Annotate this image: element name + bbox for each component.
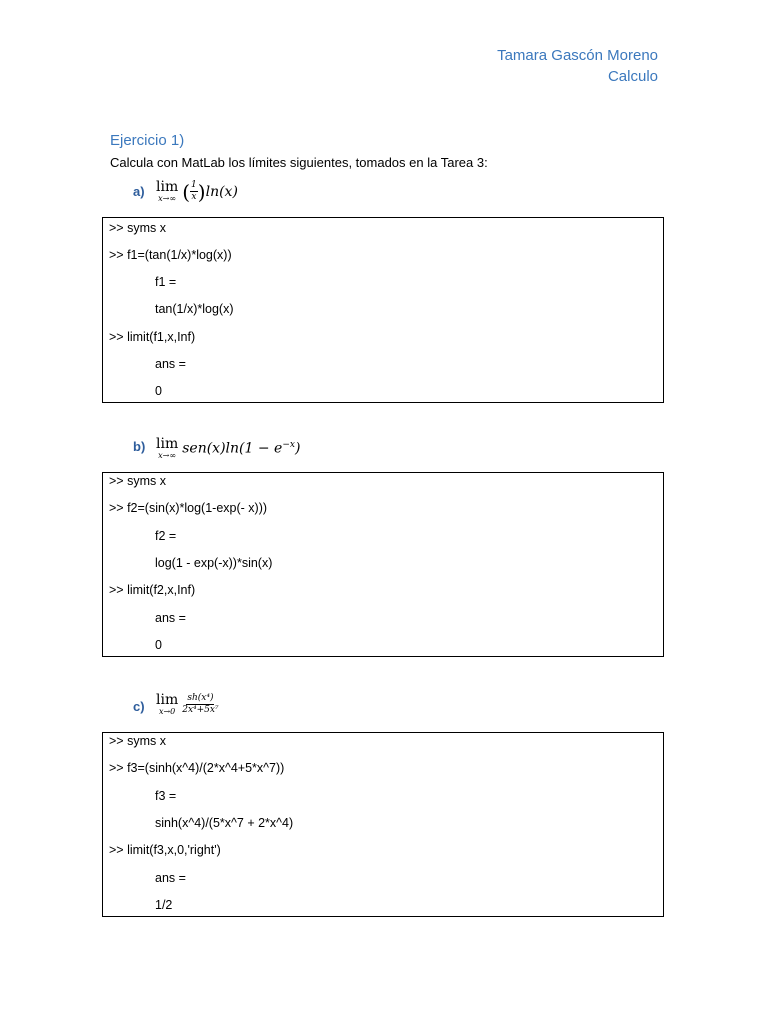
code-line: ans = [155, 871, 186, 885]
lim-word: lim [156, 179, 179, 195]
author-name: Tamara Gascón Moreno [497, 47, 658, 64]
matlab-code-box-a [102, 217, 664, 403]
exercise-title: Ejercicio 1) [110, 132, 185, 149]
code-line: >> limit(f3,x,0,'right') [109, 843, 221, 857]
code-line: f1 = [155, 275, 177, 289]
fraction-denominator: x [191, 192, 197, 202]
code-line: ans = [155, 357, 186, 371]
code-line: log(1 - exp(-x))*sin(x) [155, 556, 273, 570]
code-line: 0 [155, 638, 162, 652]
limit-operator [156, 180, 178, 203]
lim-subscript: x→0 [158, 707, 176, 716]
code-line: >> f1=(tan(1/x)*log(x)) [109, 248, 232, 262]
code-line: >> syms x [109, 221, 166, 235]
lim-subscript: x→∞ [158, 194, 177, 203]
code-line: ans = [155, 611, 186, 625]
matlab-code-box-c [102, 732, 664, 917]
formula-rest: ln(x) [205, 183, 238, 200]
formula-body: sen(x)ln(1 − e [182, 440, 283, 457]
code-line: >> limit(f1,x,Inf) [109, 330, 196, 344]
code-line: >> limit(f2,x,Inf) [109, 583, 196, 597]
code-line: f3 = [155, 789, 177, 803]
exercise-intro: Calcula con MatLab los límites siguientes, tomados en la Tarea 3: [110, 155, 488, 170]
code-line: tan(1/x)*log(x) [155, 302, 234, 316]
code-line: >> f3=(sinh(x^4)/(2*x^4+5*x^7)) [109, 761, 285, 775]
formula-a [156, 180, 238, 203]
item-label-b: b) [133, 439, 146, 454]
formula-expression [182, 440, 300, 457]
lim-word: lim [156, 692, 179, 708]
code-line: f2 = [155, 529, 177, 543]
code-line: 1/2 [155, 898, 173, 912]
code-line: >> syms x [109, 474, 166, 488]
lim-subscript: x→∞ [158, 451, 177, 460]
code-line: >> syms x [109, 734, 166, 748]
fraction-numerator: 1 [191, 180, 197, 190]
document-header [497, 45, 658, 87]
paren-fraction: ( $\frac{1}{x}$ ) [182, 179, 206, 204]
matlab-code-box-b [102, 472, 664, 657]
code-line: >> f2=(sin(x)*log(1-exp(- x))) [109, 501, 268, 515]
formula-b [156, 437, 300, 460]
code-line: sinh(x^4)/(5*x^7 + 2*x^4) [155, 816, 294, 830]
formula-c [156, 693, 219, 716]
limit-operator [156, 437, 178, 460]
formula-close: ) [294, 440, 301, 457]
code-line: 0 [155, 384, 162, 398]
limit-operator [156, 693, 178, 716]
fraction [190, 181, 198, 202]
item-label-a: a) [133, 184, 145, 199]
fraction [182, 694, 218, 715]
fraction-numerator: sh(x⁴) [187, 693, 214, 703]
formula-exponent: −x [282, 440, 295, 451]
fraction-denominator: 2x⁴+5x⁷ [182, 705, 219, 715]
item-label-c: c) [133, 699, 145, 714]
subject-name: Calculo [607, 68, 658, 85]
lim-word: lim [156, 436, 179, 452]
